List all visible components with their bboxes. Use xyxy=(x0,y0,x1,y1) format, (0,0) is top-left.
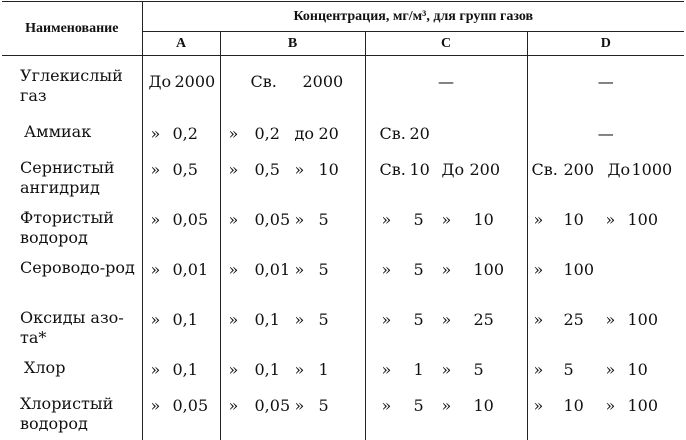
cell-value: До xyxy=(148,72,172,91)
cell-value: 100 xyxy=(627,310,659,329)
group-c-cell xyxy=(365,390,527,440)
cell-value: 0,01 xyxy=(172,260,209,279)
gas-name: Хлор xyxy=(2,354,142,390)
group-c-cell xyxy=(365,118,527,154)
cell-value: до xyxy=(294,124,314,143)
group-b-cell xyxy=(220,390,365,440)
group-b-cell xyxy=(220,154,365,204)
cell-value: » xyxy=(150,396,161,415)
cell-value: 2000 xyxy=(174,72,216,91)
cell-value: 100 xyxy=(563,260,595,279)
cell-value: » xyxy=(294,310,305,329)
cell-value: Св. xyxy=(531,160,558,179)
cell-value: 5 xyxy=(413,396,424,415)
gas-name: Сернистый ангидрид xyxy=(2,154,142,204)
cell-value: 0,01 xyxy=(254,260,291,279)
group-d-header: D xyxy=(527,32,684,56)
cell-value: 0,05 xyxy=(254,210,291,229)
cell-value: » xyxy=(381,310,392,329)
cell-value: 100 xyxy=(627,396,659,415)
cell-value: 20 xyxy=(409,124,430,143)
group-d-cell xyxy=(527,390,684,440)
cell-value: 10 xyxy=(318,160,339,179)
cell-value: 10 xyxy=(473,396,494,415)
cell-value: » xyxy=(228,260,239,279)
group-b-cell xyxy=(220,354,365,390)
cell-value: 20 xyxy=(318,124,339,143)
cell-value: До xyxy=(441,160,465,179)
cell-value: » xyxy=(381,360,392,379)
table-row xyxy=(2,118,684,154)
cell-value: 0,2 xyxy=(254,124,280,143)
cell-value: » xyxy=(533,360,544,379)
cell-value: 200 xyxy=(469,160,501,179)
cell-value: » xyxy=(605,396,616,415)
table-row xyxy=(2,354,684,390)
cell-value: » xyxy=(228,160,239,179)
group-b-cell xyxy=(220,56,365,119)
gas-name: Аммиак xyxy=(2,118,142,154)
table-row xyxy=(2,154,684,204)
cell-value: » xyxy=(381,396,392,415)
cell-value: Св. xyxy=(250,72,277,91)
group-b-cell xyxy=(220,118,365,154)
cell-value: 0,2 xyxy=(172,124,198,143)
cell-value: 0,5 xyxy=(254,160,280,179)
cell-value: » xyxy=(381,210,392,229)
group-c-header: C xyxy=(365,32,527,56)
cell-value: 0,05 xyxy=(172,396,209,415)
cell-value: » xyxy=(150,210,161,229)
cell-value: » xyxy=(441,396,452,415)
group-b-cell xyxy=(220,304,365,354)
group-d-cell xyxy=(527,354,684,390)
cell-value: » xyxy=(605,310,616,329)
group-c-cell xyxy=(365,354,527,390)
cell-value: » xyxy=(533,260,544,279)
group-d-cell xyxy=(527,254,684,304)
cell-value: » xyxy=(228,360,239,379)
group-a-header: A xyxy=(142,32,220,56)
cell-value: » xyxy=(150,360,161,379)
group-a-cell xyxy=(142,154,220,204)
table-row xyxy=(2,390,684,440)
cell-value: 5 xyxy=(318,260,329,279)
cell-value: Св. xyxy=(379,124,406,143)
cell-value: » xyxy=(228,310,239,329)
cell-value: 5 xyxy=(413,260,424,279)
group-d-cell xyxy=(527,204,684,254)
cell-value: 1 xyxy=(318,360,329,379)
cell-value: 10 xyxy=(473,210,494,229)
cell-value: 5 xyxy=(318,396,329,415)
cell-value: 0,05 xyxy=(172,210,209,229)
cell-value: » xyxy=(441,310,452,329)
cell-value: » xyxy=(294,160,305,179)
cell-value: » xyxy=(228,210,239,229)
group-a-cell xyxy=(142,304,220,354)
gas-name: Оксиды азо-та* xyxy=(2,304,142,354)
gas-name: Фтористый водород xyxy=(2,204,142,254)
gas-name: Сероводо-род xyxy=(2,254,142,304)
group-a-cell xyxy=(142,390,220,440)
cell-value: 5 xyxy=(413,210,424,229)
cell-value: » xyxy=(605,360,616,379)
table-row xyxy=(2,254,684,304)
cell-value: — xyxy=(438,72,454,91)
cell-value: 2000 xyxy=(302,72,344,91)
cell-value: » xyxy=(294,260,305,279)
cell-value: » xyxy=(150,310,161,329)
cell-value: » xyxy=(294,360,305,379)
group-d-cell xyxy=(527,56,684,119)
cell-value: » xyxy=(533,396,544,415)
group-c-cell xyxy=(365,204,527,254)
cell-value: » xyxy=(228,124,239,143)
group-b-cell xyxy=(220,254,365,304)
group-d-cell xyxy=(527,154,684,204)
cell-value: » xyxy=(294,396,305,415)
cell-value: » xyxy=(533,210,544,229)
group-a-cell xyxy=(142,56,220,119)
group-d-cell xyxy=(527,118,684,154)
cell-value: » xyxy=(441,260,452,279)
cell-value: » xyxy=(294,210,305,229)
group-b-cell xyxy=(220,204,365,254)
cell-value: 5 xyxy=(473,360,484,379)
cell-value: » xyxy=(441,360,452,379)
group-c-cell xyxy=(365,154,527,204)
cell-value: » xyxy=(228,396,239,415)
table-row xyxy=(2,56,684,119)
cell-value: 200 xyxy=(563,160,595,179)
cell-value: » xyxy=(441,210,452,229)
cell-value: 0,1 xyxy=(172,310,198,329)
group-d-cell xyxy=(527,304,684,354)
concentration-header: Концентрация, мг/м³, для групп газов xyxy=(142,2,684,32)
cell-value: 0,1 xyxy=(172,360,198,379)
gas-concentration-table xyxy=(2,1,684,440)
table-row xyxy=(2,204,684,254)
group-a-cell xyxy=(142,254,220,304)
cell-value: Св. xyxy=(379,160,406,179)
cell-value: 10 xyxy=(563,396,584,415)
table-row xyxy=(2,304,684,354)
cell-value: 5 xyxy=(318,310,329,329)
cell-value: » xyxy=(150,124,161,143)
cell-value: 0,1 xyxy=(254,310,280,329)
cell-value: 5 xyxy=(413,310,424,329)
cell-value: 10 xyxy=(563,210,584,229)
cell-value: » xyxy=(533,310,544,329)
cell-value: 0,05 xyxy=(254,396,291,415)
gas-name: Углекислый газ xyxy=(2,56,142,119)
group-c-cell xyxy=(365,304,527,354)
cell-value: 1000 xyxy=(631,160,673,179)
cell-value: 0,1 xyxy=(254,360,280,379)
cell-value: — xyxy=(597,72,614,91)
cell-value: » xyxy=(150,260,161,279)
cell-value: 10 xyxy=(409,160,430,179)
group-c-cell xyxy=(365,56,527,119)
cell-value: 5 xyxy=(563,360,574,379)
cell-value: — xyxy=(597,124,614,143)
cell-value: » xyxy=(605,210,616,229)
group-c-cell xyxy=(365,254,527,304)
cell-value: » xyxy=(150,160,161,179)
cell-value: 1 xyxy=(413,360,424,379)
group-a-cell xyxy=(142,204,220,254)
name-column-header: Наименование xyxy=(2,2,142,56)
cell-value: 0,5 xyxy=(172,160,198,179)
cell-value: До xyxy=(607,160,631,179)
cell-value: 100 xyxy=(627,210,659,229)
cell-value: 10 xyxy=(627,360,648,379)
group-a-cell xyxy=(142,354,220,390)
cell-value: » xyxy=(381,260,392,279)
gas-name: Хлористый водород xyxy=(2,390,142,440)
group-a-cell xyxy=(142,118,220,154)
cell-value: 25 xyxy=(563,310,584,329)
cell-value: 100 xyxy=(473,260,505,279)
cell-value: 25 xyxy=(473,310,494,329)
group-b-header: B xyxy=(220,32,365,56)
cell-value: 5 xyxy=(318,210,329,229)
